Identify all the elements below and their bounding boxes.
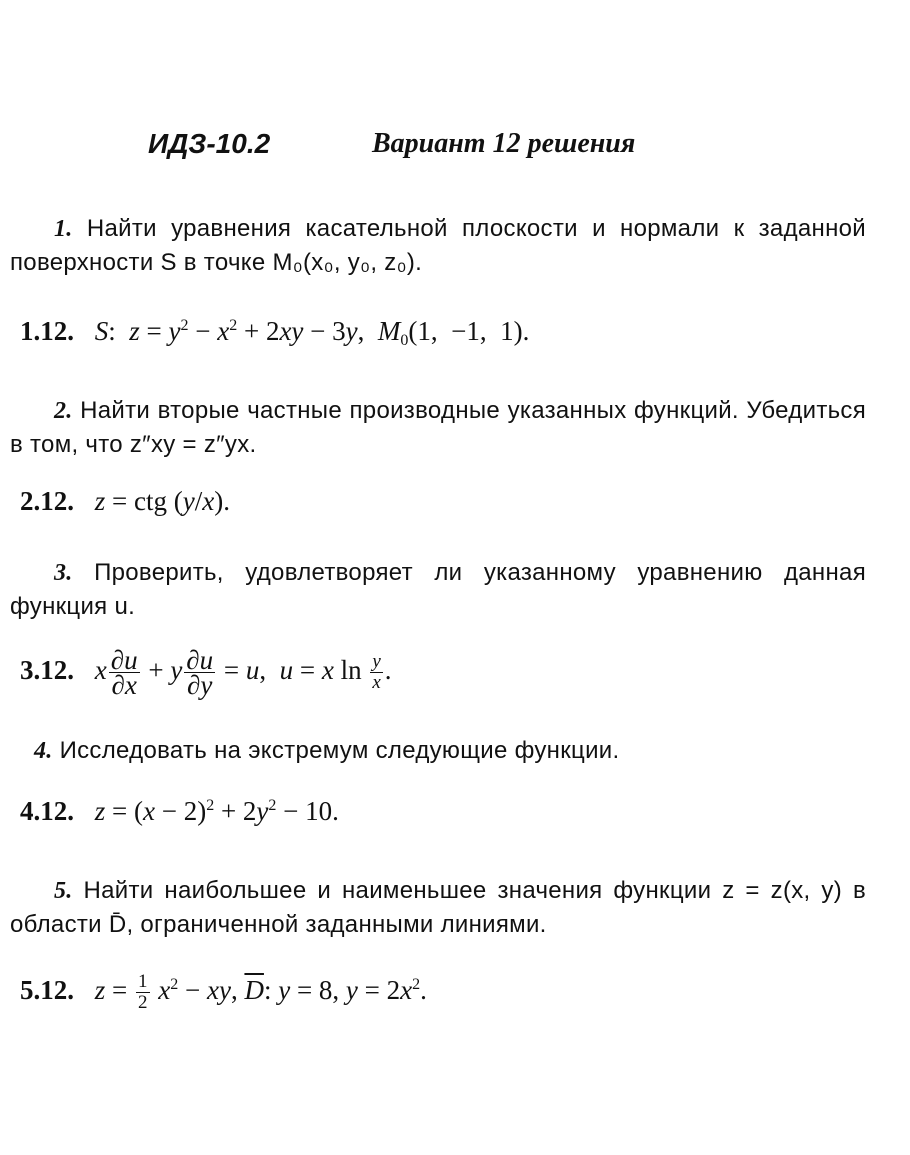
task-4-item <box>20 796 339 827</box>
task-1-item-label: 1.12. <box>20 316 74 346</box>
task-2-statement <box>10 394 866 462</box>
task-2-number: 2. <box>54 398 73 424</box>
task-4-statement <box>10 734 866 768</box>
task-4-formula: $z = (x - 2)^2 + 2y^2 - 10$. <box>94 796 339 826</box>
task-5-number: 5. <box>54 878 73 904</box>
task-3-number: 3. <box>54 560 73 586</box>
task-5-text: Найти наибольшее и наименьшее значения функции z = z(x, y) в области D̄, ограниченной заданными линиями. <box>10 877 866 938</box>
task-5-item <box>20 972 427 1013</box>
task-1-formula: S: $z = y^2 - x^2 + 2xy - 3y$, $M_0(1$, −1, 1). <box>94 316 530 349</box>
task-1-number: 1. <box>54 216 73 242</box>
task-4-number: 4. <box>34 738 53 764</box>
task-4-text: Исследовать на экстремум следующие функции. <box>59 737 620 764</box>
task-3-formula: x $\frac{\partial u}{\partial x}$ + y $\frac{\partial u}{\partial y}$ = u, u = x ln $\frac{y}{x}$ . <box>94 645 392 700</box>
task-5-item-label: 5.12. <box>20 974 74 1005</box>
task-3-item <box>20 645 392 700</box>
task-1-text: Найти уравнения касательной плоскости и нормали к заданной поверхности S в точке M₀(x₀, y₀, z₀). <box>10 215 866 276</box>
task-5-statement <box>10 874 866 942</box>
task-1-item <box>20 316 529 350</box>
task-3-statement <box>10 556 866 624</box>
task-2-item-label: 2.12. <box>20 486 74 516</box>
task-4-item-label: 4.12. <box>20 796 74 826</box>
assignment-id: ИДЗ-10.2 <box>148 128 271 159</box>
variant-label: Вариант 12 решения <box>372 128 636 159</box>
task-3-item-label: 3.12. <box>20 654 74 685</box>
task-5-formula: z = $\frac{1}{2}$ $x^2$ − xy, $\overline{D}$: y = 8, $y = 2x^2$. <box>94 971 427 1013</box>
document-title <box>148 128 768 168</box>
task-2-text: Найти вторые частные производные указанных функций. Убедиться в том, что z″xy = z″yx. <box>10 397 867 458</box>
task-2-formula: z = ctg (y/x). <box>94 486 230 516</box>
task-1-statement <box>10 212 866 280</box>
task-2-item <box>20 486 230 517</box>
task-3-text: Проверить, удовлетворяет ли указанному уравнению данная функция u. <box>10 559 866 620</box>
